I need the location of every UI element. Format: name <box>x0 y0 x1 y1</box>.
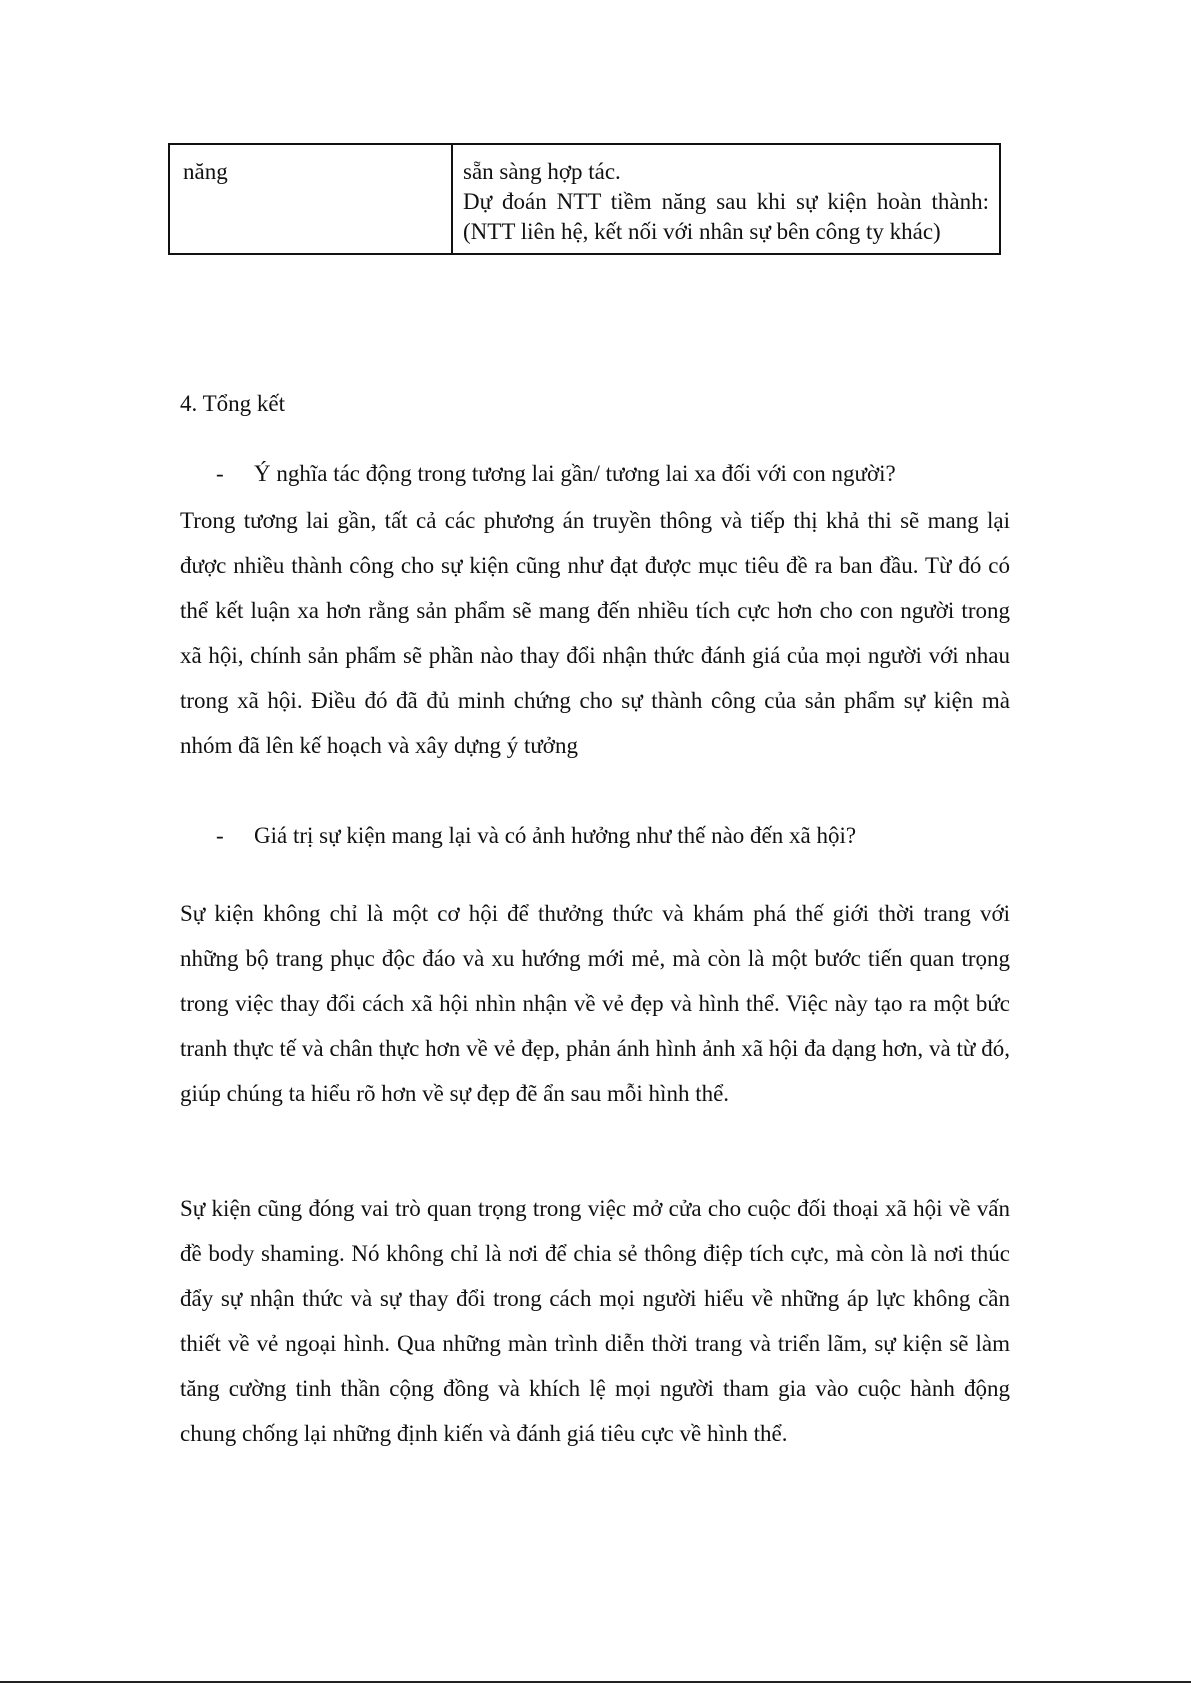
table-cell-line: sẵn sàng hợp tác. <box>463 159 621 184</box>
table-row <box>169 144 1000 254</box>
paragraph: Trong tương lai gần, tất cả các phương án truyền thông và tiếp thị khả thi sẽ mang lại được nhiều thành công cho sự kiện cũng như đạt được mục tiêu đề ra ban đầu. Từ đó có thể kết luận xa hơn rằng sản phẩm sẽ mang đến nhiều tích cực hơn cho con người trong xã hội, chính sản phẩm sẽ phần nào thay đổi nhận thức đánh giá của mọi người với nhau trong xã hội. Điều đó đã đủ minh chứng cho sự thành công của sản phẩm sự kiện mà nhóm đã lên kế hoạch và xây dựng ý tưởng <box>180 508 1010 758</box>
bullet-item <box>216 458 896 490</box>
continued-table <box>168 143 1001 255</box>
table-cell-right <box>452 144 1000 254</box>
table-cell-left: năng <box>169 144 452 254</box>
section-heading: 4. Tổng kết <box>180 391 285 416</box>
bullet-dash: - <box>216 823 224 848</box>
page-bottom-rule <box>0 1681 1191 1683</box>
paragraph: Sự kiện không chỉ là một cơ hội để thưởng thức và khám phá thế giới thời trang với những bộ trang phục độc đáo và xu hướng mới mẻ, mà còn là một bước tiến quan trọng trong việc thay đổi cách xã hội nhìn nhận về vẻ đẹp và hình thể. Việc này tạo ra một bức tranh thực tế và chân thực hơn về vẻ đẹp, phản ánh hình ảnh xã hội đa dạng hơn, và từ đó, giúp chúng ta hiểu rõ hơn về sự đẹp đẽ ẩn sau mỗi hình thể. <box>180 901 1010 1106</box>
bullet-text: Giá trị sự kiện mang lại và có ảnh hưởng như thế nào đến xã hội? <box>254 823 857 848</box>
table-cell-line: Dự đoán NTT tiềm năng sau khi sự kiện hoàn thành: (NTT liên hệ, kết nối với nhân sự bên công ty khác) <box>463 189 989 244</box>
bullet-text: Ý nghĩa tác động trong tương lai gần/ tương lai xa đối với con người? <box>254 461 896 486</box>
bullet-dash: - <box>216 461 224 486</box>
paragraph: Sự kiện cũng đóng vai trò quan trọng trong việc mở cửa cho cuộc đối thoại xã hội về vấn đề body shaming. Nó không chỉ là nơi để chia sẻ thông điệp tích cực, mà còn là nơi thúc đẩy sự nhận thức và sự thay đổi trong cách mọi người hiểu về những áp lực không cần thiết về vẻ ngoại hình. Qua những màn trình diễn thời trang và triển lãm, sự kiện sẽ làm tăng cường tinh thần cộng đồng và khích lệ mọi người tham gia vào cuộc hành động chung chống lại những định kiến và đánh giá tiêu cực về hình thể. <box>180 1196 1010 1446</box>
bullet-item <box>216 820 856 852</box>
